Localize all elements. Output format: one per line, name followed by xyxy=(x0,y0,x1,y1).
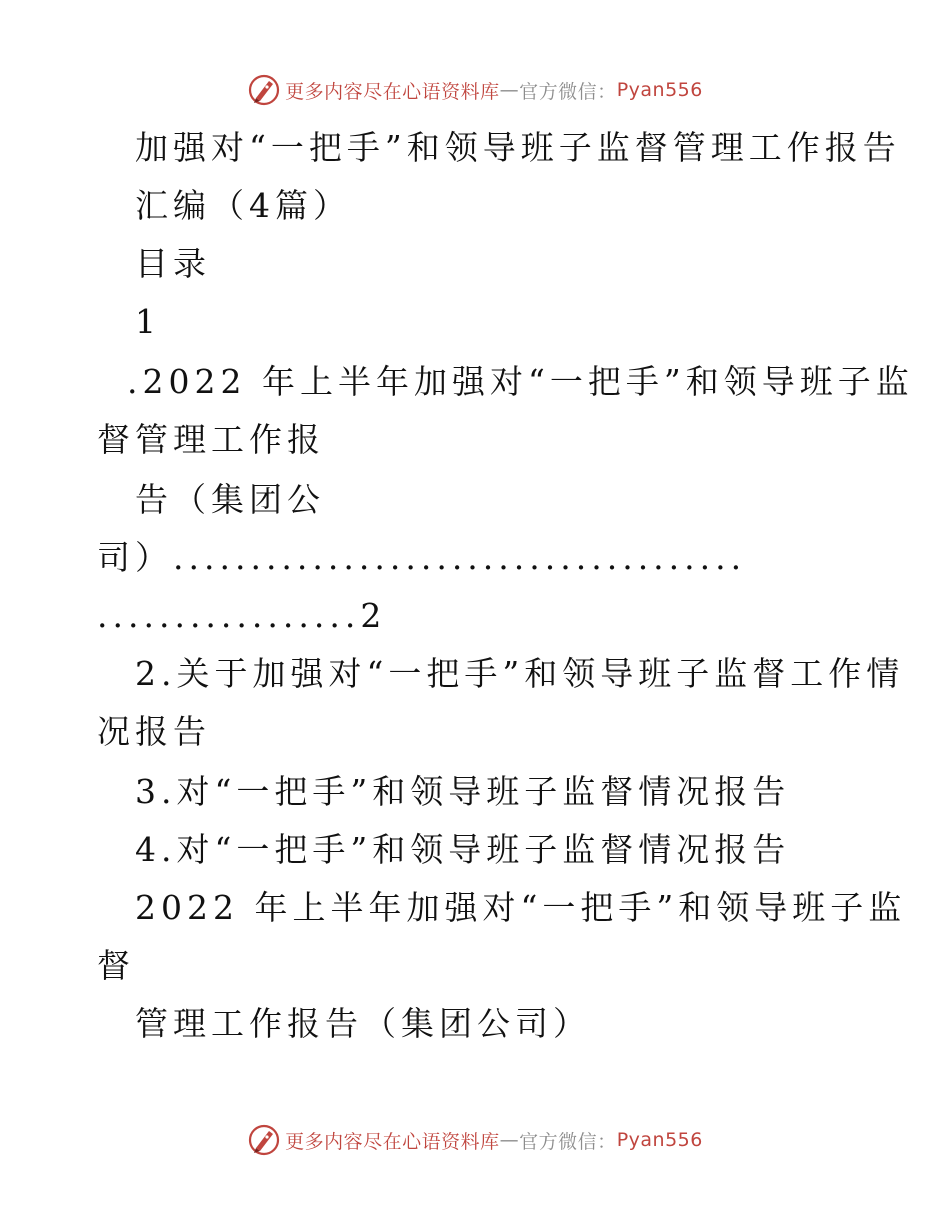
toc-item-4: 4.对“一把手”和领导班子监督情况报告 xyxy=(135,830,791,869)
footer-watermark xyxy=(0,1120,950,1160)
toc-heading: 目录 xyxy=(135,244,211,283)
section-title-line-1: 2022 年上半年加强对“一把手”和领导班子监 xyxy=(135,888,907,927)
watermark-dash: — xyxy=(499,79,520,101)
watermark-site-text: 更多内容尽在心语资料库 xyxy=(285,1130,500,1153)
section-title-line-3: 管理工作报告（集团公司） xyxy=(135,1004,591,1043)
watermark-wechat-id: Pyan556 xyxy=(616,79,703,101)
toc-item-1-line-1: .2022 年上半年加强对“一把手”和领导班子监 xyxy=(127,362,914,401)
watermark-dash: — xyxy=(499,1129,520,1151)
toc-item-1-line-2: 督管理工作报 xyxy=(97,420,325,459)
toc-item-2-line-1: 2.关于加强对“一把手”和领导班子监督工作情 xyxy=(135,654,905,693)
toc-item-1-line-4: 司）..................................... xyxy=(97,538,747,577)
watermark-wechat-label: 官方微信： xyxy=(519,1130,617,1153)
toc-item-1-line-5: .................2 xyxy=(97,596,387,635)
section-title-line-2: 督 xyxy=(97,946,135,985)
toc-item-2-line-2: 况报告 xyxy=(97,712,211,751)
header-watermark xyxy=(0,70,950,110)
quill-seal-logo-icon xyxy=(247,1123,281,1157)
watermark-wechat-id: Pyan556 xyxy=(616,1129,703,1151)
watermark-wechat-label: 官方微信： xyxy=(519,80,617,103)
document-title-line-1: 加强对“一把手”和领导班子监督管理工作报告 xyxy=(135,128,901,167)
watermark-site-text: 更多内容尽在心语资料库 xyxy=(285,80,500,103)
toc-item-1-number: 1 xyxy=(135,302,161,341)
toc-item-3: 3.对“一把手”和领导班子监督情况报告 xyxy=(135,772,791,811)
document-title-line-2: 汇编（4篇） xyxy=(135,186,351,225)
quill-seal-logo-icon xyxy=(247,73,281,107)
toc-item-1-line-3: 告（集团公 xyxy=(135,480,325,519)
